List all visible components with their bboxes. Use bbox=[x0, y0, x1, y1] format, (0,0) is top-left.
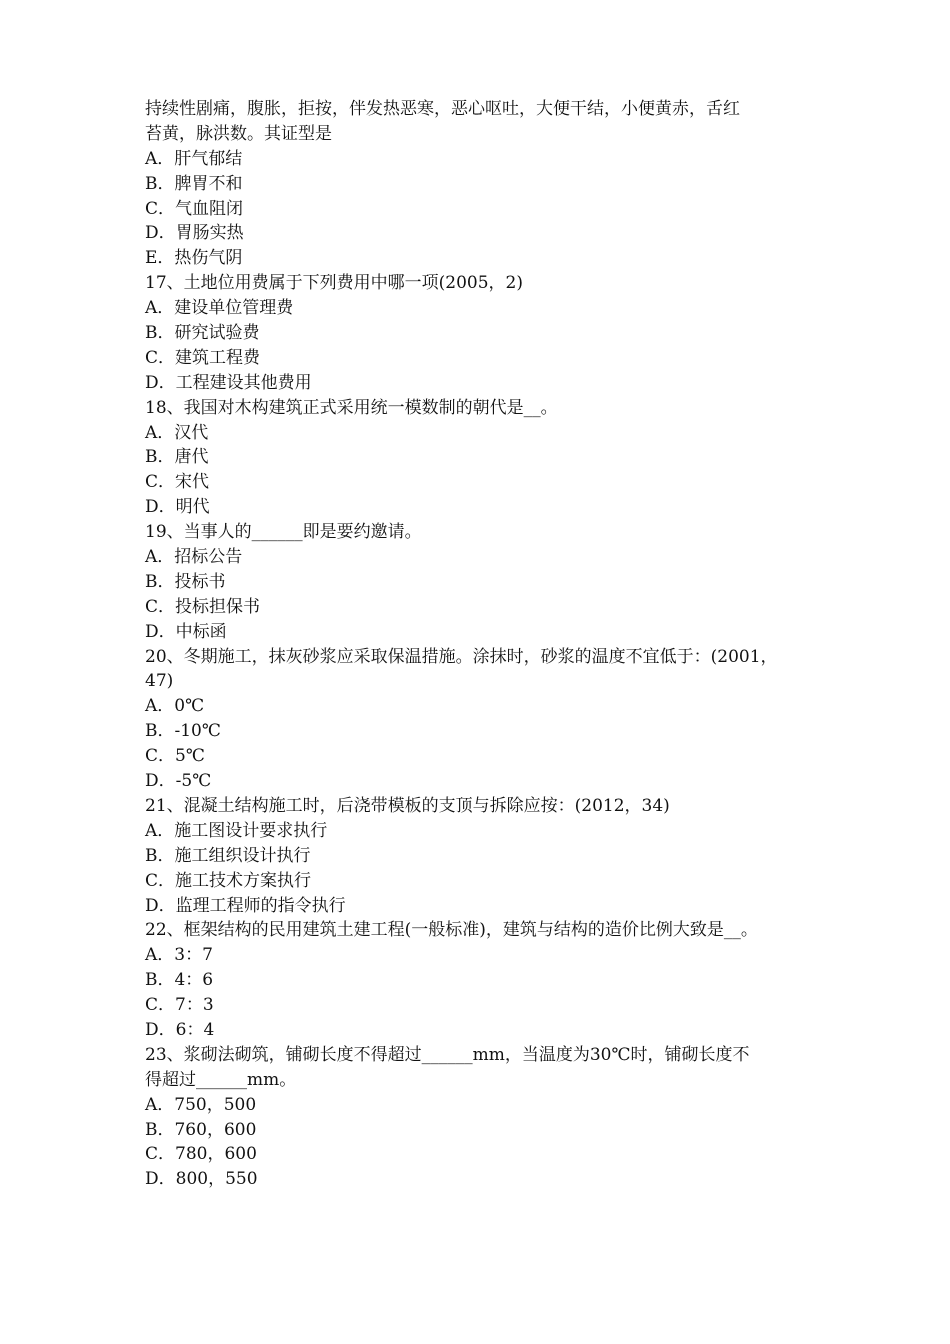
option-b: B．760，600 bbox=[145, 1119, 257, 1140]
option-c: C．气血阻闭 bbox=[145, 198, 244, 219]
question-19: 19、当事人的______即是要约邀请。 bbox=[145, 522, 422, 543]
option-d: D．明代 bbox=[145, 497, 210, 518]
question-23: 23、浆砌法砌筑，铺砌长度不得超过______mm，当温度为30℃时，铺砌长度不 bbox=[145, 1044, 750, 1065]
option-d: D．工程建设其他费用 bbox=[145, 372, 312, 393]
question-23-continued: 得超过______mm。 bbox=[145, 1069, 297, 1090]
question-22: 22、框架结构的民用建筑土建工程(一般标准)，建筑与结构的造价比例大致是__。 bbox=[145, 920, 758, 941]
option-c: C．5℃ bbox=[145, 746, 205, 767]
option-c: C．施工技术方案执行 bbox=[145, 870, 312, 891]
question-20: 20、冬期施工，抹灰砂浆应采取保温措施。涂抹时，砂浆的温度不宜低于：(2001， bbox=[145, 646, 778, 667]
option-a: A．招标公告 bbox=[145, 547, 243, 568]
option-b: B．脾胃不和 bbox=[145, 173, 243, 194]
option-d: D．中标函 bbox=[145, 621, 227, 642]
option-e: E．热伤气阴 bbox=[145, 248, 243, 269]
option-d: D．-5℃ bbox=[145, 771, 212, 792]
option-a: A．3：7 bbox=[145, 945, 213, 966]
question-text-line: 苔黄，脉洪数。其证型是 bbox=[145, 123, 332, 144]
option-b: B．投标书 bbox=[145, 571, 226, 592]
option-d: D．胃肠实热 bbox=[145, 223, 244, 244]
option-a: A．0℃ bbox=[145, 696, 205, 717]
option-c: C．7：3 bbox=[145, 995, 214, 1016]
option-c: C．780，600 bbox=[145, 1144, 257, 1165]
question-20-continued: 47) bbox=[145, 671, 174, 692]
option-d: D．6：4 bbox=[145, 1019, 215, 1040]
option-b: B．-10℃ bbox=[145, 721, 221, 742]
option-b: B．唐代 bbox=[145, 447, 209, 468]
question-text-line: 持续性剧痛，腹胀，拒按，伴发热恶寒，恶心呕吐，大便干结，小便黄赤，舌红 bbox=[145, 99, 740, 119]
option-a: A．750，500 bbox=[145, 1094, 257, 1115]
document-page bbox=[145, 97, 825, 1192]
option-a: A．汉代 bbox=[145, 422, 209, 443]
option-d: D．800，550 bbox=[145, 1169, 258, 1190]
option-b: B．4：6 bbox=[145, 970, 214, 991]
option-b: B．研究试验费 bbox=[145, 323, 260, 344]
option-c: C．宋代 bbox=[145, 472, 210, 493]
question-17: 17、土地位用费属于下列费用中哪一项(2005，2) bbox=[145, 273, 523, 294]
option-a: A．建设单位管理费 bbox=[145, 298, 294, 319]
question-18: 18、我国对木构建筑正式采用统一模数制的朝代是__。 bbox=[145, 397, 558, 418]
question-21: 21、混凝土结构施工时，后浇带模板的支顶与拆除应按：(2012，34) bbox=[145, 795, 670, 816]
option-a: A．肝气郁结 bbox=[145, 148, 243, 169]
option-b: B．施工组织设计执行 bbox=[145, 845, 311, 866]
option-c: C．建筑工程费 bbox=[145, 347, 261, 368]
option-c: C．投标担保书 bbox=[145, 596, 261, 617]
option-a: A．施工图设计要求执行 bbox=[145, 820, 328, 841]
option-d: D．监理工程师的指令执行 bbox=[145, 895, 346, 916]
